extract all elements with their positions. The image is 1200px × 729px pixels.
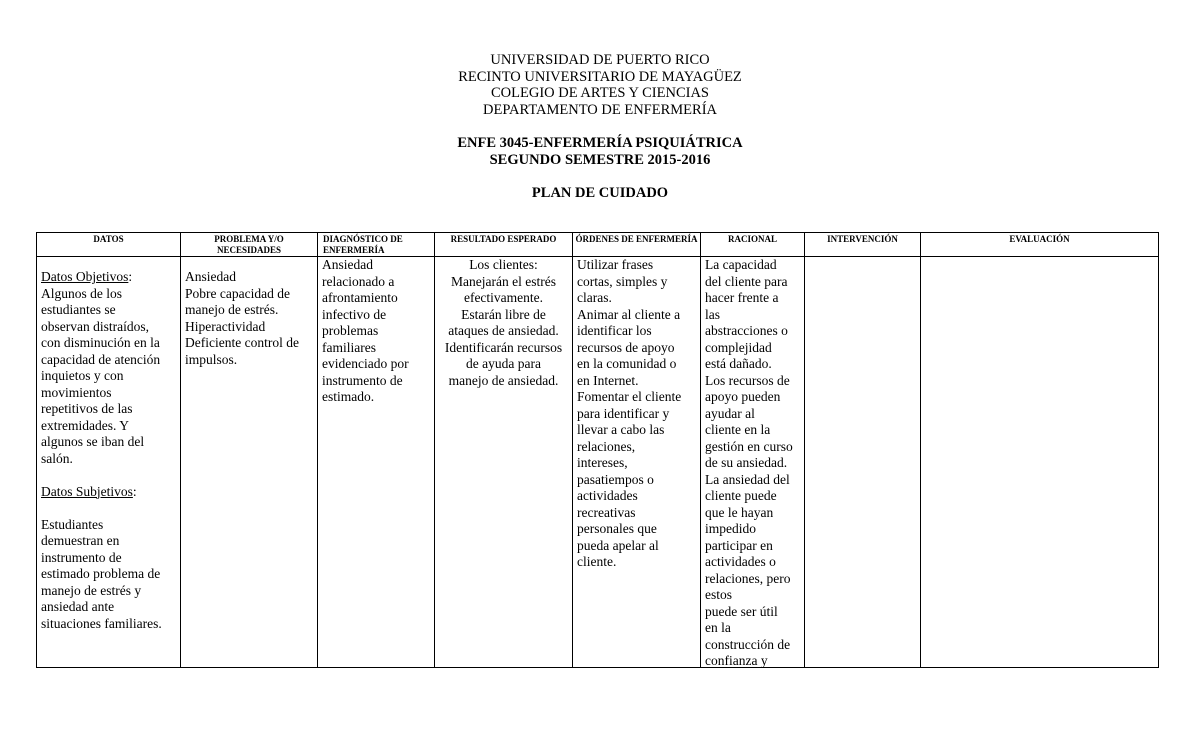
header-evaluacion: EVALUACIÓN xyxy=(921,233,1159,257)
university-name: UNIVERSIDAD DE PUERTO RICO xyxy=(490,52,710,68)
header-problema: PROBLEMA Y/O NECESIDADES xyxy=(181,233,318,257)
cell-intervencion xyxy=(805,257,921,668)
table-row xyxy=(37,257,1159,668)
cell-evaluacion xyxy=(921,257,1159,668)
header-intervencion: INTERVENCIÓN xyxy=(805,233,921,257)
datos-subjetivos-heading: Datos Subjetivos: xyxy=(41,483,137,499)
department-name: DEPARTAMENTO DE ENFERMERÍA xyxy=(482,101,717,118)
table-header-row xyxy=(37,233,1159,257)
college-name: COLEGIO DE ARTES Y CIENCIAS xyxy=(491,85,709,101)
cell-datos xyxy=(37,257,181,668)
cell-problema: Ansiedad Pobre capacidad de manejo de estrés. Hiperactividad Deficiente control de impulsos. xyxy=(181,257,318,668)
cell-racional: La capacidad del cliente para hacer frente a las abstracciones o complejidad está dañado. Los recursos de apoyo pueden ayudar al cliente en la gestión en curso de su ansiedad. La ansiedad del cliente puede que le hayan impedido participar en actividades o relaciones, pero estos puede ser útil en la construcción de confianza y xyxy=(701,257,805,668)
semester-label: SEGUNDO SEMESTRE 2015-2016 xyxy=(489,152,711,168)
header-diagnostico: DIAGNÓSTICO DE ENFERMERÍA xyxy=(318,233,435,257)
header-datos: DATOS xyxy=(37,233,181,257)
course-title: ENFE 3045-ENFERMERÍA PSIQUIÁTRICA xyxy=(457,135,743,151)
header-ordenes: ÓRDENES DE ENFERMERÍA xyxy=(573,233,701,257)
datos-objetivos-text: Algunos de los estudiantes se observan distraídos, con disminución en la capacidad de atención inquietos y con movimientos repetitivos de las extremidades. Y algunos se iban del salón. xyxy=(41,285,161,466)
document-header xyxy=(0,52,1200,202)
datos-subjetivos-text: Estudiantes demuestran en instrumento de estimado problema de manejo de estrés y ansiedad ante situaciones familiares. xyxy=(41,516,162,631)
document-title: PLAN DE CUIDADO xyxy=(531,185,669,201)
campus-name: RECINTO UNIVERSITARIO DE MAYAGÜEZ xyxy=(458,68,742,85)
cell-ordenes: Utilizar frases cortas, simples y claras. Animar al cliente a identificar los recursos de apoyo en la comunidad o en Internet. Fomentar el cliente para identificar y llevar a cabo las relaciones, intereses, pasatiempos o actividades recreativas personales que pueda apelar al cliente. xyxy=(573,257,701,668)
care-plan-table xyxy=(36,232,1159,668)
datos-objetivos-heading: Datos Objetivos: xyxy=(41,269,133,284)
header-resultado: RESULTADO ESPERADO xyxy=(435,233,573,257)
header-racional: RACIONAL xyxy=(701,233,805,257)
cell-resultado: Los clientes: Manejarán el estrés efectivamente. Estarán libre de ataques de ansiedad. Identificarán recursos de ayuda para manejo de ansiedad. xyxy=(435,257,573,668)
cell-diagnostico: Ansiedad relacionado a afrontamiento infectivo de problemas familiares evidenciado por instrumento de estimado. xyxy=(318,257,435,668)
